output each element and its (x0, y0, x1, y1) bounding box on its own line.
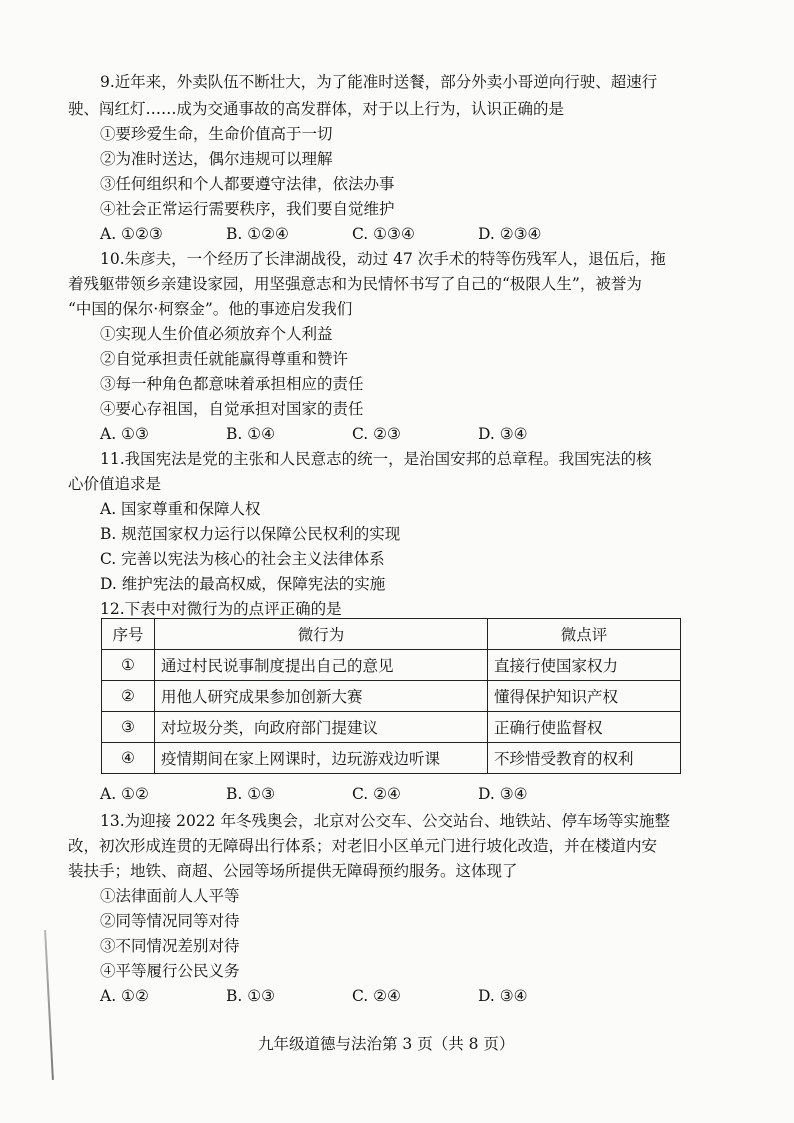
q12-option-b: B. ①③ (226, 785, 276, 803)
row-no: ① (102, 650, 155, 681)
q11-option-a: A. 国家尊重和保障人权 (100, 500, 261, 518)
q10-stem-line3: “中国的保尔·柯察金”。他的事迹启发我们 (68, 300, 353, 318)
q11-stem-line1: 11.我国宪法是党的主张和人民意志的统一，是治国安邦的总章程。我国宪法的核 (100, 450, 652, 468)
q9-option-a: A. ①②③ (100, 225, 163, 243)
row-comment: 不珍惜受教育的权利 (488, 743, 681, 774)
q11-option-d: D. 维护宪法的最高权威，保障宪法的实施 (100, 575, 386, 593)
header-act: 微行为 (155, 619, 488, 650)
q10-item-2: ②自觉承担责任就能赢得尊重和赞许 (100, 350, 349, 368)
table-row (102, 681, 681, 712)
q13-options (100, 984, 528, 1009)
row-act: 对垃圾分类，向政府部门提建议 (155, 712, 488, 743)
row-act: 通过村民说事制度提出自己的意见 (155, 650, 488, 681)
q12-option-d: D. ③④ (478, 785, 528, 803)
q13-stem-line3: 装扶手；地铁、商超、公园等场所提供无障碍预约服务。这体现了 (68, 862, 518, 880)
row-no: ② (102, 681, 155, 712)
row-act: 用他人研究成果参加创新大赛 (155, 681, 488, 712)
q10-option-b: B. ①④ (226, 425, 276, 443)
q10-options (100, 422, 528, 447)
table-row (102, 743, 681, 774)
header-no: 序号 (102, 619, 155, 650)
q10-item-4: ④要心存祖国，自觉承担对国家的责任 (100, 400, 364, 418)
q13-option-b: B. ①③ (226, 987, 276, 1005)
q13-item-2: ②同等情况同等对待 (100, 912, 240, 930)
q12-option-a: A. ①② (100, 785, 149, 803)
q11-option-c: C. 完善以宪法为核心的社会主义法律体系 (100, 550, 385, 568)
table-row (102, 712, 681, 743)
q13-option-c: C. ②④ (352, 987, 401, 1005)
q9-stem-line1: 9.近年来，外卖队伍不断壮大，为了能准时送餐，部分外卖小哥逆向行驶、超速行 (100, 73, 658, 91)
q12-options (100, 782, 528, 807)
q10-item-3: ③每一种角色都意味着承担相应的责任 (100, 375, 364, 393)
row-comment: 直接行使国家权力 (488, 650, 681, 681)
q10-option-d: D. ③④ (478, 425, 528, 443)
q9-option-c: C. ①③④ (352, 225, 415, 243)
q13-stem-line2: 改，初次形成连贯的无障碍出行体系；对老旧小区单元门进行坡化改造，并在楼道内安 (68, 837, 658, 855)
q13-item-4: ④平等履行公民义务 (100, 962, 240, 980)
q9-item-3: ③任何组织和个人都要遵守法律，依法办事 (100, 175, 395, 193)
q12-stem: 12.下表中对微行为的点评正确的是 (100, 600, 342, 618)
q13-option-a: A. ①② (100, 987, 149, 1005)
row-comment: 正确行使监督权 (488, 712, 681, 743)
q10-option-c: C. ②③ (352, 425, 401, 443)
row-act: 疫情期间在家上网课时，边玩游戏边听课 (155, 743, 488, 774)
row-no: ③ (102, 712, 155, 743)
q9-option-d: D. ②③④ (478, 225, 542, 243)
row-comment: 懂得保护知识产权 (488, 681, 681, 712)
table-header-row (102, 619, 681, 650)
row-no: ④ (102, 743, 155, 774)
q11-stem-line2: 心价值追求是 (68, 475, 162, 493)
scan-edge-line (44, 930, 54, 1080)
q10-stem-line1: 10.朱彦夫，一个经历了长津湖战役，动过 47 次手术的特等伤残军人，退伍后，拖 (100, 250, 666, 268)
q13-option-d: D. ③④ (478, 987, 528, 1005)
q12-option-c: C. ②④ (352, 785, 401, 803)
q9-item-4: ④社会正常运行需要秩序，我们要自觉维护 (100, 200, 395, 218)
q13-stem-line1: 13.为迎接 2022 年冬残奥会，北京对公交车、公交站台、地铁站、停车场等实施整 (100, 812, 670, 830)
q9-item-2: ②为准时送达，偶尔违规可以理解 (100, 150, 333, 168)
q9-stem-line2: 驶、闯红灯……成为交通事故的高发群体，对于以上行为，认识正确的是 (68, 100, 565, 118)
q10-item-1: ①实现人生价值必须放弃个人利益 (100, 325, 333, 343)
q13-item-1: ①法律面前人人平等 (100, 887, 240, 905)
q13-item-3: ③不同情况差别对待 (100, 937, 240, 955)
q10-stem-line2: 着残躯带领乡亲建设家园，用坚强意志和为民情怀书写了自己的“极限人生”，被誉为 (68, 275, 642, 293)
q11-option-b: B. 规范国家权力运行以保障公民权利的实现 (100, 525, 401, 543)
header-comment: 微点评 (488, 619, 681, 650)
q9-item-1: ①要珍爱生命，生命价值高于一切 (100, 125, 333, 143)
q9-option-b: B. ①②④ (226, 225, 289, 243)
q9-options (100, 222, 541, 247)
table-row (102, 650, 681, 681)
q10-option-a: A. ①③ (100, 425, 149, 443)
page-footer: 九年级道德与法治第 3 页（共 8 页） (258, 1035, 515, 1053)
q12-table (101, 618, 681, 774)
